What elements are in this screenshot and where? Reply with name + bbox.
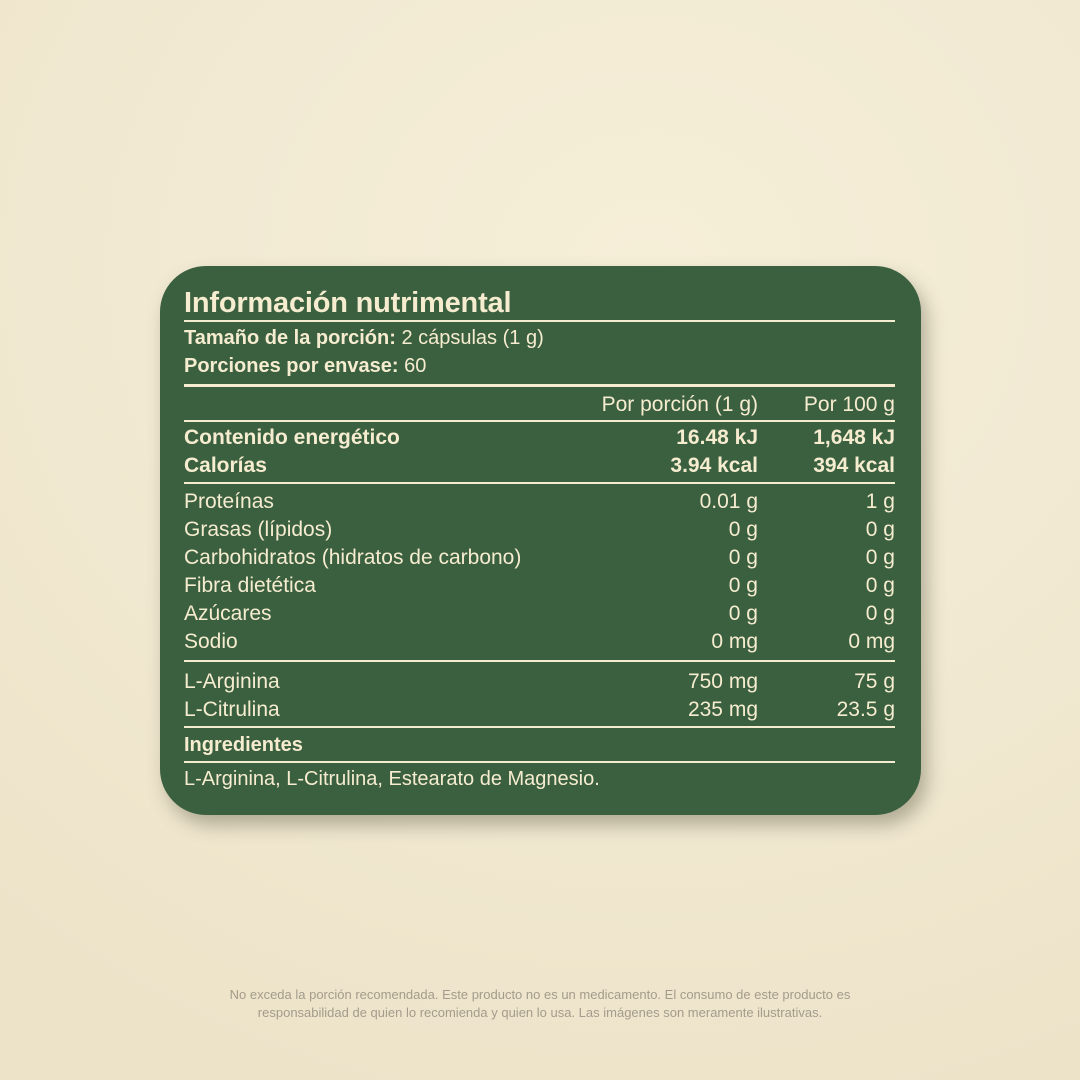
nutrition-facts-panel — [160, 266, 921, 815]
servings-value: 60 — [404, 355, 427, 377]
row-value-per-serving: 750 mg — [687, 670, 758, 693]
table-row — [184, 424, 895, 452]
nutrients-section — [184, 488, 895, 656]
table-row — [184, 516, 895, 544]
row-label: Sodio — [184, 630, 238, 653]
ingredients-title: Ingredientes — [184, 734, 303, 756]
row-value-per-100g: 1,648 kJ — [813, 426, 895, 449]
servings-per-container-line — [184, 352, 895, 380]
panel-title: Información nutrimental — [184, 287, 512, 319]
table-row — [184, 600, 895, 628]
column-header-row — [184, 391, 895, 419]
column-header-per-100g: Por 100 g — [803, 393, 895, 416]
servings-label: Porciones por envase: — [184, 355, 399, 377]
row-label: L-Citrulina — [184, 698, 280, 721]
divider — [184, 420, 895, 422]
divider — [184, 384, 895, 387]
row-label: Azúcares — [184, 602, 272, 625]
row-value-per-100g: 0 g — [865, 602, 895, 625]
row-value-per-100g: 394 kcal — [813, 454, 895, 477]
row-label: Calorías — [184, 454, 267, 477]
row-label: Fibra dietética — [184, 574, 316, 597]
row-value-per-serving: 0.01 g — [699, 490, 758, 513]
row-value-per-100g: 1 g — [865, 490, 895, 513]
table-row — [184, 572, 895, 600]
row-value-per-serving: 235 mg — [687, 698, 758, 721]
disclaimer-line: responsabilidad de quien lo recomienda y quien lo usa. Las imágenes son meramente ilustrativas. — [257, 1005, 823, 1020]
row-value-per-100g: 0 g — [865, 546, 895, 569]
row-value-per-serving: 0 g — [728, 602, 758, 625]
divider — [184, 726, 895, 728]
row-value-per-serving: 16.48 kJ — [676, 426, 758, 449]
table-row — [184, 668, 895, 696]
serving-size-label: Tamaño de la porción: — [184, 327, 396, 349]
energy-section — [184, 424, 895, 480]
row-label: L-Arginina — [184, 670, 280, 693]
row-label: Proteínas — [184, 490, 274, 513]
row-value-per-serving: 0 g — [728, 518, 758, 541]
row-value-per-100g: 0 g — [865, 574, 895, 597]
divider — [184, 660, 895, 662]
divider — [184, 320, 895, 322]
divider — [184, 482, 895, 484]
divider — [184, 761, 895, 763]
table-row — [184, 628, 895, 656]
row-value-per-serving: 0 g — [728, 546, 758, 569]
serving-size-line — [184, 324, 895, 352]
serving-size-value: 2 cápsulas (1 g) — [401, 327, 544, 349]
row-value-per-serving: 3.94 kcal — [670, 454, 758, 477]
disclaimer — [0, 986, 1080, 1022]
row-value-per-serving: 0 g — [728, 574, 758, 597]
row-value-per-100g: 75 g — [854, 670, 895, 693]
table-row — [184, 488, 895, 516]
row-label: Contenido energético — [184, 426, 400, 449]
disclaimer-line: No exceda la porción recomendada. Este producto no es un medicamento. El consumo de este producto es — [229, 987, 851, 1002]
row-value-per-100g: 0 g — [865, 518, 895, 541]
column-header-empty — [184, 391, 558, 419]
row-value-per-100g: 23.5 g — [836, 698, 895, 721]
column-header-per-serving: Por porción (1 g) — [601, 393, 758, 416]
table-row — [184, 696, 895, 724]
row-value-per-serving: 0 mg — [711, 630, 758, 653]
table-row — [184, 452, 895, 480]
row-label: Carbohidratos (hidratos de carbono) — [184, 546, 522, 569]
table-row — [184, 544, 895, 572]
row-label: Grasas (lípidos) — [184, 518, 333, 541]
row-value-per-100g: 0 mg — [848, 630, 895, 653]
amino-acids-section — [184, 668, 895, 724]
ingredients-text: L-Arginina, L-Citrulina, Estearato de Magnesio. — [184, 768, 600, 790]
